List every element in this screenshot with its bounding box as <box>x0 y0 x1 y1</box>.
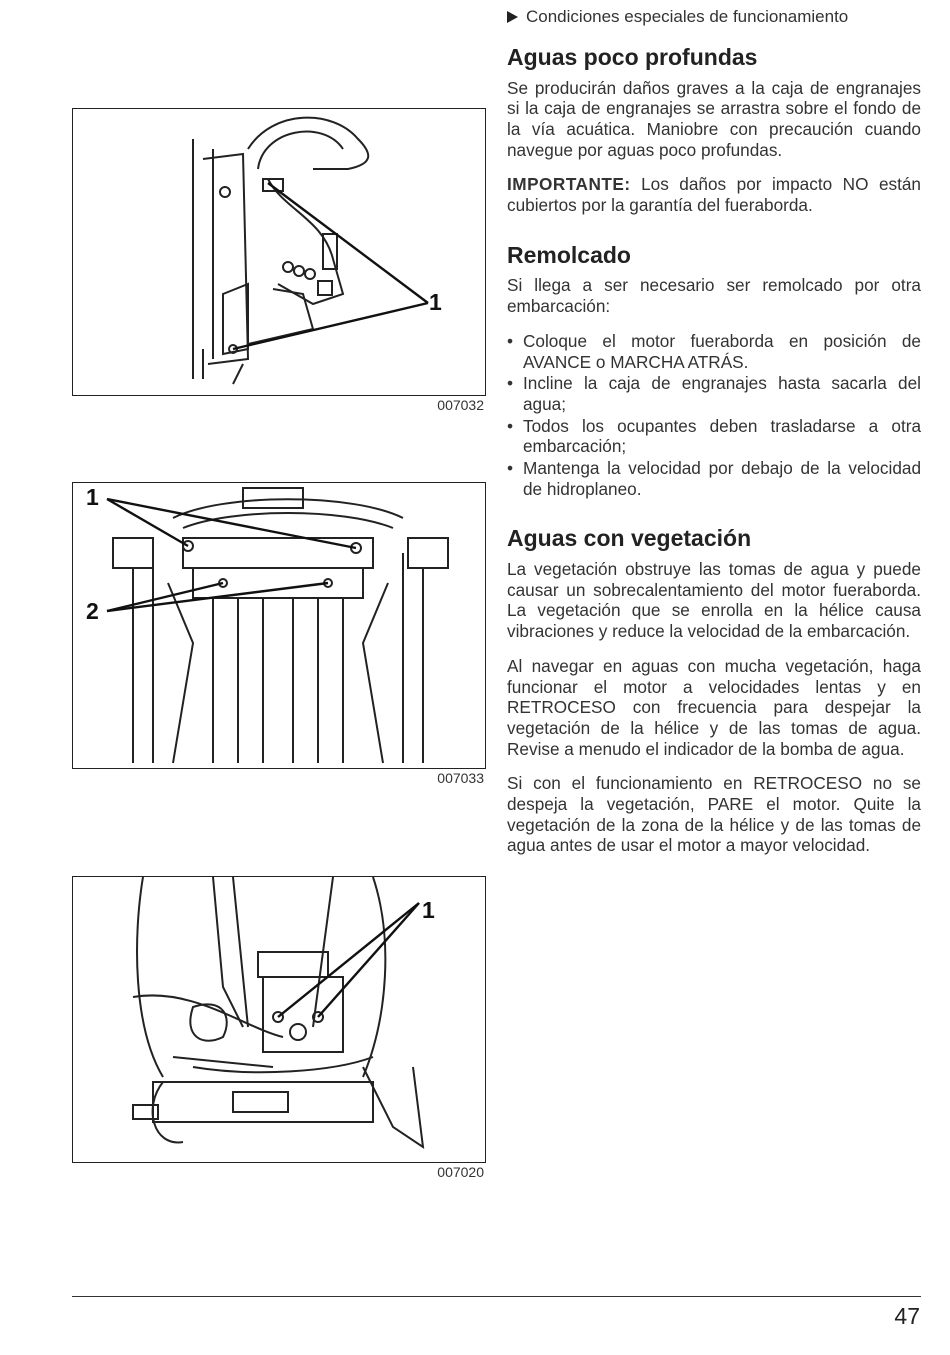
important-label: IMPORTANTE: <box>507 174 631 195</box>
important-text: Los daños por impacto NO están cubiertos por la garantía del fueraborda. <box>507 174 921 216</box>
important-note <box>507 174 921 215</box>
page-number: 47 <box>894 1303 920 1329</box>
figure-tilt-tube <box>72 482 486 769</box>
list-item: • Coloque el motor fueraborda en posición de AVANCE o MARCHA ATRÁS. <box>507 331 921 372</box>
triangle-right-icon <box>507 11 518 23</box>
figure-code: 007020 <box>437 1164 484 1180</box>
callout-1: 1 <box>429 289 442 315</box>
paragraph: Si llega a ser necesario ser remolcado por otra embarcación: <box>507 275 921 317</box>
towing-list <box>507 331 921 500</box>
figure-code: 007033 <box>437 770 484 786</box>
section-title-towing: Remolcado <box>507 241 631 268</box>
tilt-lock-illustration <box>73 109 485 395</box>
text-column <box>507 44 921 870</box>
callout-2: 2 <box>86 598 99 624</box>
list-item: • Incline la caja de engranajes hasta sacarla del agua; <box>507 373 921 414</box>
paragraph: La vegetación obstruye las tomas de agua y puede causar un sobrecalentamiento del motor fueraborda. La vegetación que se enrolla en la hélice causa vibraciones y reduce la velocidad de la embarcación. <box>507 559 921 642</box>
breadcrumb <box>507 7 921 27</box>
tilt-tube-illustration <box>73 483 485 768</box>
paragraph: Si con el funcionamiento en RETROCESO no se despeja la vegetación, PARE el motor. Quite la vegetación de la zona de la hélice y de las tomas de agua antes de usar el motor a mayor velocidad. <box>507 773 921 856</box>
section-title-weeds: Aguas con vegetación <box>507 525 752 552</box>
paragraph: Se producirán daños graves a la caja de engranajes si la caja de engranajes se arrastra sobre el fondo de la vía acuática. Maniobre con precaución cuando navegue por aguas poco profundas. <box>507 77 921 160</box>
list-item: • Todos los ocupantes deben trasladarse a otra embarcación; <box>507 416 921 457</box>
paragraph: Al navegar en aguas con mucha vegetación, haga funcionar el motor a velocidades lentas y en RETROCESO con frecuencia para despejar la vegetación de la hélice y de las tomas de agua. Revise a menudo el indicador de la bomba de agua. <box>507 655 921 759</box>
callout-1: 1 <box>422 897 435 923</box>
breadcrumb-label: Condiciones especiales de funcionamiento <box>526 7 849 26</box>
footer-divider <box>72 1296 921 1297</box>
callout-1: 1 <box>86 484 99 510</box>
list-item: • Mantenga la velocidad por debajo de la velocidad de hidroplaneo. <box>507 458 921 499</box>
figure-tilt-lock <box>72 108 486 396</box>
figure-code: 007032 <box>437 397 484 413</box>
section-title-shallow-water: Aguas poco profundas <box>507 44 758 70</box>
